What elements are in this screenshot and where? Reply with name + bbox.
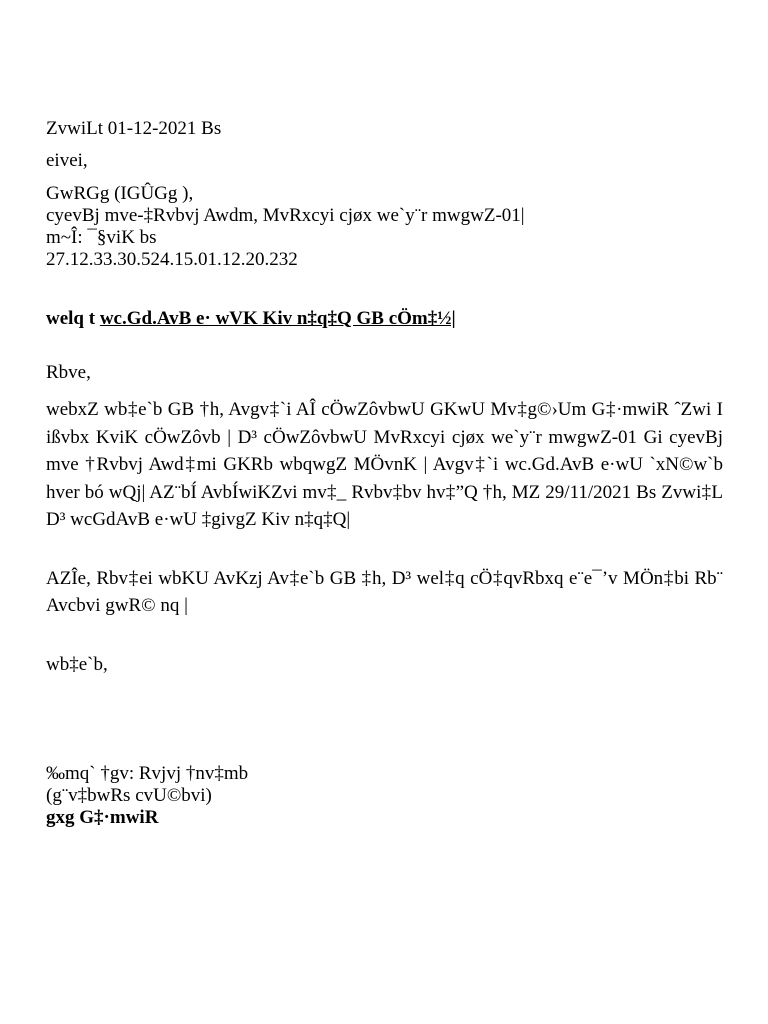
body-paragraph: AZÎe, Rbv‡ei wbKU AvKzj Av‡e`b GB ‡h, D³ wel‡q cÖ‡qvRbxq e¨e¯’v MÖn‡bi Rb¨ Avcbvi gwR© nq |	[46, 567, 723, 616]
signatory-name: ‰mq` †gv: Rvjvj †nv‡mb	[46, 762, 249, 784]
address-line: GwRGg (IGÛGg ),	[46, 183, 194, 204]
letter-salutation: eivei,	[46, 150, 88, 171]
address-line: 27.12.33.30.524.15.01.12.20.232	[46, 249, 298, 270]
address-line: m~Î: ¯§viK bs	[46, 227, 157, 248]
letter-closing: wb‡e`b,	[46, 653, 108, 675]
letter-date: ZvwiLt 01-12-2021 Bs	[46, 118, 222, 139]
letter-page	[46, 118, 723, 829]
subject-text: wc.Gd.AvB e· wVK Kiv n‡q‡Q GB cÖm‡½|	[99, 308, 456, 329]
signatory-title: (g¨v‡bwRs cvU©bvi)	[46, 784, 212, 806]
letter-subject	[46, 308, 723, 330]
signature-block	[46, 763, 723, 829]
letter-greeting: Rbve,	[46, 362, 91, 383]
body-paragraph: webxZ wb‡e`b GB †h, Avgv‡`i AÎ cÖwZôvbwU GKwU Mv‡g©›Um G‡·mwiR ˆZwi I ißvbx KviK cÖwZôvb | D³ cÖwZôvbwU MvRxcyi cjøx we`y¨r mwgwZ-01 Gi cyevBj mve †Rvbvj Awd‡mi GKRb wbqwgZ MÖvnK | Avgv‡`i wc.Gd.AvB e·wU `xN©w`b hver bó wQj| AZ¨bÍ AvbÍwiKZvi mv‡_ Rvbv‡bv hv‡”Q †h, MZ 29/11/2021 Bs Zvwi‡L D³ wcGdAvB e·wU ‡givgZ Kiv n‡q‡Q|	[46, 399, 723, 530]
subject-prefix: welq t	[46, 308, 100, 329]
address-line: cyevBj mve-‡Rvbvj Awdm, MvRxcyi cjøx we`y¨r mwgwZ-01|	[46, 205, 525, 226]
recipient-address	[46, 183, 723, 271]
company-name: gxg G‡·mwiR	[46, 806, 159, 828]
